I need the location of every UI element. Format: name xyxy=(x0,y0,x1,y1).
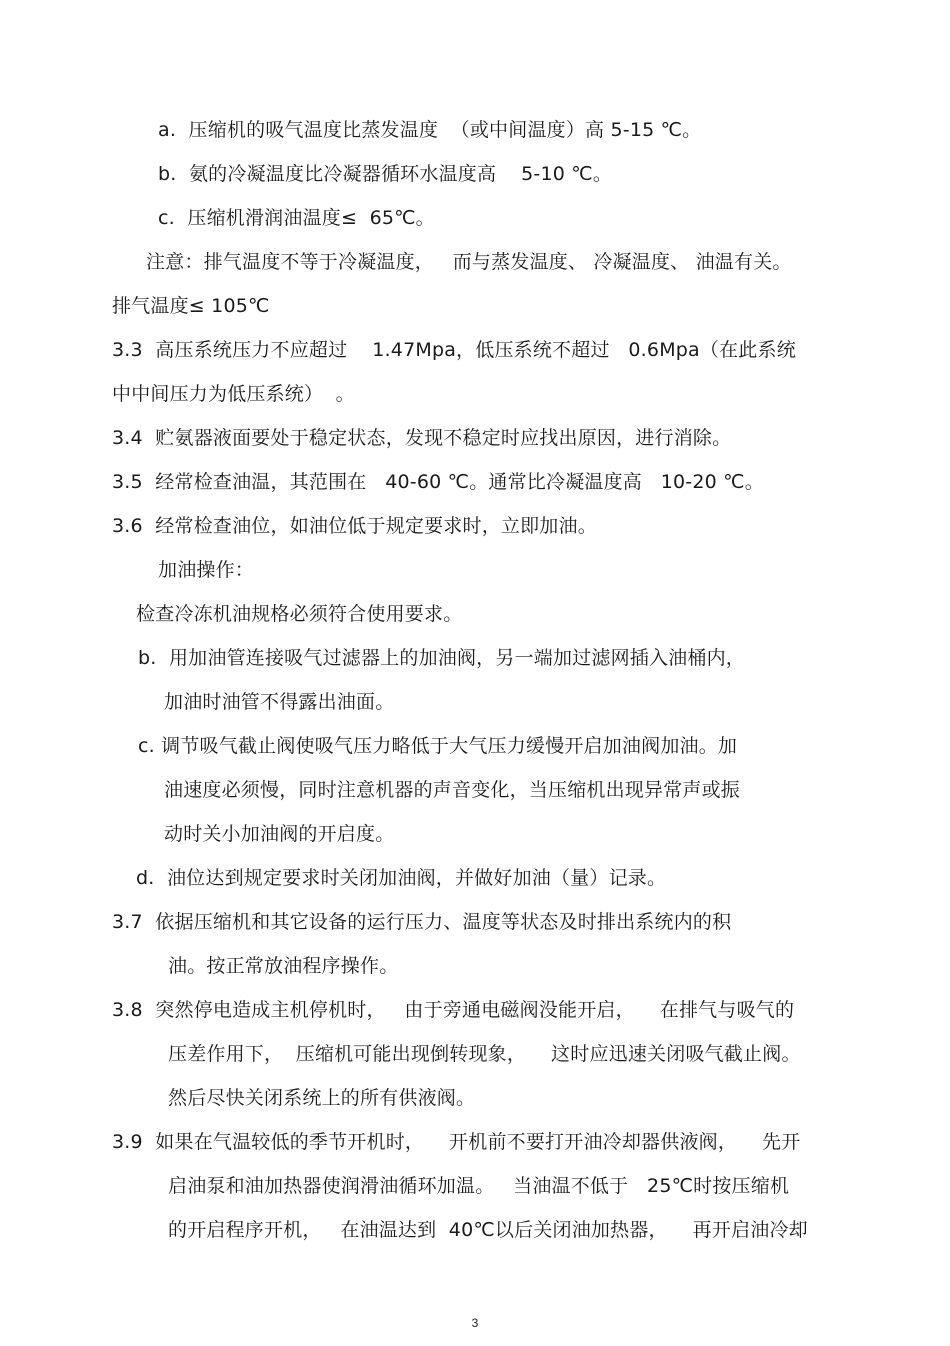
text-line-b-oil-pipe-cont: 加油时油管不得露出油面。 xyxy=(164,691,395,713)
text-line-note: 注意：排气温度不等于冷凝温度， 而与蒸发温度、 冷凝温度、 油温有关。 xyxy=(146,251,792,273)
text-line-d-oil-level: d. 油位达到规定要求时关闭加油阀，并做好加油（量）记录。 xyxy=(136,867,667,889)
text-line-3-3: 3.3 高压系统压力不应超过 1.47Mpa，低压系统不超过 0.6Mpa（在此系统 xyxy=(112,339,796,361)
text-line-3-3-cont: 中中间压力为低压系统） 。 xyxy=(112,383,355,405)
text-line-check-oil: 检查冷冻机油规格必须符合使用要求。 xyxy=(136,603,463,625)
text-line-3-8: 3.8 突然停电造成主机停机时， 由于旁通电磁阀没能开启， 在排气与吸气的 xyxy=(112,999,795,1021)
text-line-3-8-cont1: 压差作用下， 压缩机可能出现倒转现象， 这时应迅速关闭吸气截止阀。 xyxy=(168,1043,801,1065)
text-line-b-condensing-temp: b. 氨的冷凝温度比冷凝器循环水温度高 5-10 ℃。 xyxy=(158,163,613,185)
text-line-3-7-cont: 油。按正常放油程序操作。 xyxy=(168,955,399,977)
text-line-3-5: 3.5 经常检查油温，其范围在 40-60 ℃。通常比冷凝温度高 10-20 ℃。 xyxy=(112,471,764,493)
text-line-3-8-cont2: 然后尽快关闭系统上的所有供液阀。 xyxy=(168,1087,476,1109)
text-line-discharge-temp: 排气温度≤ 105℃ xyxy=(112,295,270,317)
text-line-3-9-cont2: 的开启程序开机， 在油温达到 40℃以后关闭油加热器， 再开启油冷却 xyxy=(168,1219,808,1241)
text-line-3-9: 3.9 如果在气温较低的季节开机时， 开机前不要打开油冷却器供液阀， 先开 xyxy=(112,1131,801,1153)
text-line-c-adjust-valve-cont2: 动时关小加油阀的开启度。 xyxy=(164,823,395,845)
text-line-3-6: 3.6 经常检查油位，如油位低于规定要求时，立即加油。 xyxy=(112,515,597,537)
text-line-c-adjust-valve-cont1: 油速度必须慢，同时注意机器的声音变化，当压缩机出现异常声或振 xyxy=(164,779,741,801)
text-line-oiling-heading: 加油操作： xyxy=(158,559,255,581)
text-line-3-7: 3.7 依据压缩机和其它设备的运行压力、温度等状态及时排出系统内的积 xyxy=(112,911,732,933)
text-line-b-oil-pipe: b. 用加油管连接吸气过滤器上的加油阀，另一端加过滤网插入油桶内， xyxy=(138,647,745,669)
text-line-c-adjust-valve: c. 调节吸气截止阀使吸气压力略低于大气压力缓慢开启加油阀加油。加 xyxy=(138,735,738,757)
text-line-c-oil-temp: c. 压缩机滑润油温度≤ 65℃。 xyxy=(158,207,435,229)
text-line-a-suction-temp: a. 压缩机的吸气温度比蒸发温度 （或中间温度）高 5-15 ℃。 xyxy=(158,119,702,141)
text-line-3-4: 3.4 贮氨器液面要处于稳定状态，发现不稳定时应找出原因，进行消除。 xyxy=(112,427,732,449)
text-line-3-9-cont1: 启油泵和油加热器使润滑油循环加温。 当油温不低于 25℃时按压缩机 xyxy=(168,1175,790,1197)
page-number: 3 xyxy=(471,1316,479,1330)
